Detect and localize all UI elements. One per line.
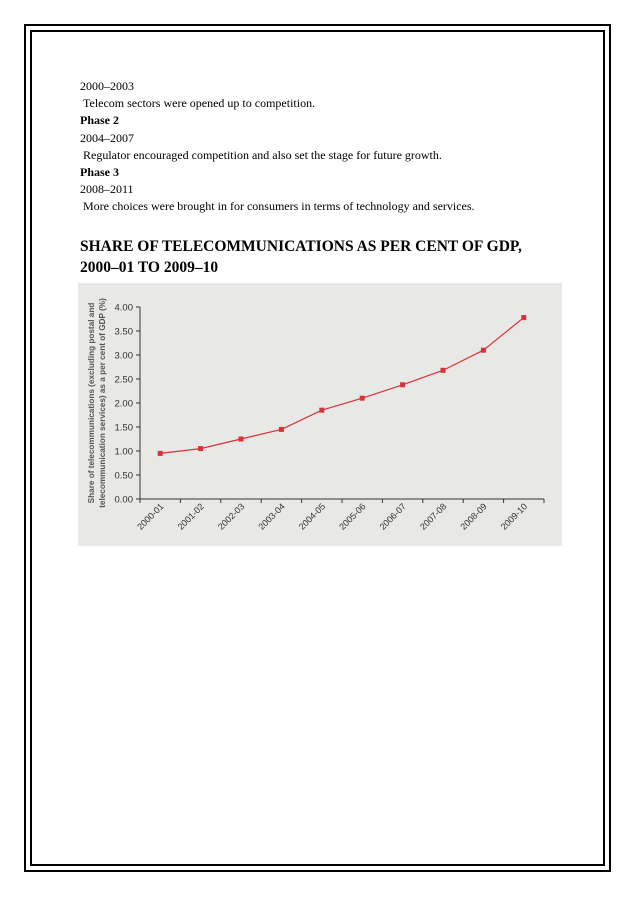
phase-1-description: Telecom sectors were opened up to competition. <box>83 96 316 111</box>
x-tick-label: 2002-03 <box>215 501 247 532</box>
data-point <box>360 396 365 401</box>
phase-3-years: 2008–2011 <box>80 182 134 197</box>
data-point <box>521 315 526 320</box>
phase-1-years: 2000–2003 <box>80 79 134 93</box>
x-tick-label: 2004-05 <box>296 501 328 532</box>
data-point <box>158 451 163 456</box>
x-tick-label: 2003-04 <box>256 501 287 532</box>
phases-text <box>80 78 580 216</box>
y-tick-label: 0.50 <box>114 470 133 482</box>
x-tick-label: 2009-10 <box>498 501 530 532</box>
y-axis-label: Share of telecommunications (excluding postal and <box>87 302 96 504</box>
data-point <box>239 437 244 442</box>
x-tick-label: 2008-09 <box>458 501 489 532</box>
line-chart <box>78 283 562 546</box>
x-tick-label: 2007-08 <box>417 501 449 532</box>
phase-3-description: More choices were brought in for consumers in terms of technology and services. <box>83 199 475 214</box>
chart-container <box>78 283 562 546</box>
section-heading: SHARE OF TELECOMMUNICATIONS AS PER CENT OF GDP, 2000–01 TO 2009–10 <box>80 238 522 276</box>
series-line <box>160 318 524 454</box>
y-tick-label: 1.00 <box>114 446 133 458</box>
x-tick-label: 2001-02 <box>175 501 207 532</box>
phase-3-label: Phase 3 <box>80 165 119 180</box>
data-point <box>481 348 486 353</box>
y-tick-label: 3.50 <box>114 326 133 338</box>
y-tick-label: 2.50 <box>114 374 133 386</box>
y-tick-label: 1.50 <box>114 422 133 434</box>
data-point <box>441 368 446 373</box>
data-point <box>400 382 405 387</box>
y-tick-label: 0.00 <box>114 494 133 506</box>
data-point <box>279 427 284 432</box>
y-tick-label: 4.00 <box>114 302 133 314</box>
phase-2-label: Phase 2 <box>80 113 119 128</box>
data-point <box>319 408 324 413</box>
phase-2-years: 2004–2007 <box>80 130 134 145</box>
phase-2-description: Regulator encouraged competition and also set the stage for future growth. <box>83 147 442 162</box>
x-tick-label: 2000-01 <box>135 501 166 532</box>
y-axis-label: telecommunication services) as a per cent of GDP (%) <box>98 298 107 508</box>
x-tick-label: 2006-07 <box>377 501 409 532</box>
x-tick-label: 2005-06 <box>337 501 368 532</box>
y-tick-label: 3.00 <box>114 350 133 362</box>
y-tick-label: 2.00 <box>114 398 133 410</box>
data-point <box>198 446 203 451</box>
